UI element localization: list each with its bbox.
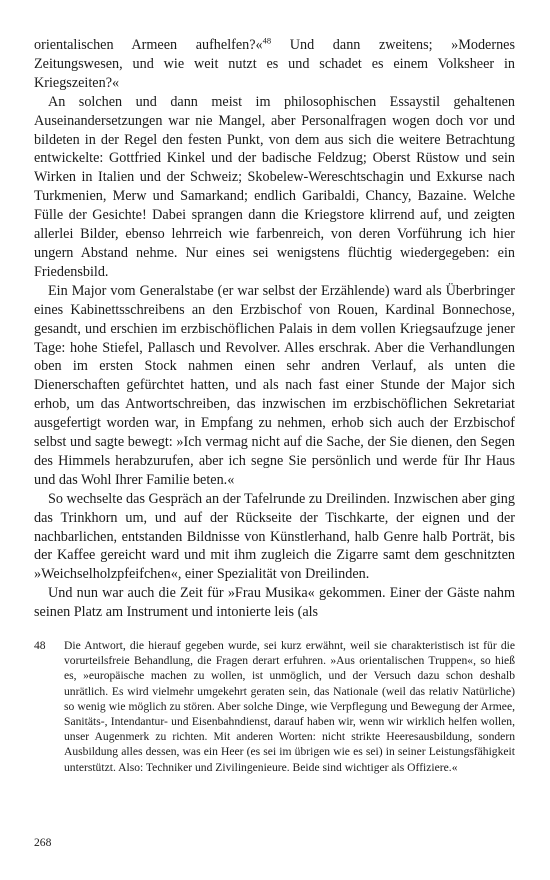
footnote-text: Die Antwort, die hierauf gegeben wurde, sei kurz erwähnt, weil sie charakteristisch ist für die vorurteilsfreie Behandlung, die Fragen derart erfuhren. »Aus orientalischen Truppen«, so hieß es, »europäische machen zu wollen, ist unmöglich, und der Versuch dazu schon deshalb unrätlich. Es wird vielmehr umgekehrt geraten sein, das Nationale (weil das relativ Natürliche) so wenig wie möglich zu stören. Aber solche Dinge, wie Verpflegung und Bewegung der Armee, Sanitäts-, Intendantur- und Eisenbahndienst, darauf haben wir, wenn wir wirklich helfen wollen, unser Augenmerk zu richten. Mit anderen Worten: nicht strikte Heeresausbildung, sondern Ausbildung alles dessen, was ein Heer (es sei im übrigen wie es sei) in seiner Leistungsfähigkeit unterstützt. Also: Techniker und Zivilingenieure. Beide sind wichtiger als Offiziere.« xyxy=(64,639,515,774)
paragraph: So wechselte das Gespräch an der Tafelrunde zu Dreilinden. Inzwischen aber ging das Trinkhorn um, und auf der Rückseite der Tischkarte, der eignen und der nachbarlichen, entstanden Bildnisse von Künstlerhand, halb Genre halb Porträt, bis der Kaffee gereicht ward und mit ihm zugleich die Zigarre samt dem geschnitzten »Weichselholzpfeifchen«, einer Spezialität von Dreilinden. xyxy=(34,490,515,583)
paragraph: An solchen und dann meist im philosophischen Essaystil gehaltenen Auseinandersetzungen war nie Mangel, aber Personalfragen wogen doch vor und bildeten in der Regel den festen Punkt, von dem aus sich die weitere Betrachtung entwickelte: Gottfried Kinkel und der badische Feldzug; Oberst Rüstow und sein Wirken in Italien und der Schweiz; Skobelew-Wereschtschagin und Exkurse nach Turkmenien, Merw und Samarkand; endlich Garibaldi, Chancy, Bazaine. Welche Fülle der Gesichte! Dabei sprangen dann die Kriegstore klirrend auf, und zeigten allerlei Bilder, ebenso lehrreich wie farbenreich, von deren Vorführung ich hier ungern Abstand nehme. Nur eines sei wenigstens flüchtig wiedergegeben: ein Friedensbild. xyxy=(34,93,515,280)
footnote xyxy=(34,638,515,775)
paragraph-text: orientalischen Armeen aufhelfen?« xyxy=(34,37,263,53)
page-number: 268 xyxy=(34,836,52,849)
main-text xyxy=(34,36,515,622)
paragraph-text: Und dann zweitens; »Modernes Zeitungswesen, und wie weit nutzt es und schadet es einem Volksheer in Kriegszeiten?« xyxy=(34,37,515,91)
paragraph: Ein Major vom Generalstabe (er war selbst der Erzählende) ward als Überbringer eines Kabinettsschreibens an den Erzbischof von Rouen, Kardinal Bonnechose, gesandt, und erschien im erzbischöflichen Palais in dem vollen Kriegsaufzuge jener Tage: hohe Stiefel, Pallasch und Revolver. Alles erschrak. Aber die Verhandlungen oben im ersten Stock nahmen einen sehr andren Verlauf, als unten die Dienerschaften gefürchtet hatten, und als nach fast einer Stunde der Major sich erhob, um das Antwortschreiben, das inzwischen im erzbischöflichen Sekretariat ausgefertigt worden war, in Empfang zu nehmen, erhob sich auch der Erzbischof selbst und sagte bewegt: »Ich vermag nicht auf die Sache, der Sie dienen, den Segen des Himmels herabzurufen, aber ich segne Sie persönlich und werde für Ihr Haus und das Wohl Ihrer Familie beten.« xyxy=(34,282,515,488)
footnote-reference[interactable]: 48 xyxy=(262,35,272,46)
paragraph-continued xyxy=(34,36,515,93)
paragraph: Und nun war auch die Zeit für »Frau Musika« gekommen. Einer der Gäste nahm seinen Platz am Instrument und intonierte leis (als xyxy=(34,585,515,621)
footnote-number: 48 xyxy=(34,639,46,652)
